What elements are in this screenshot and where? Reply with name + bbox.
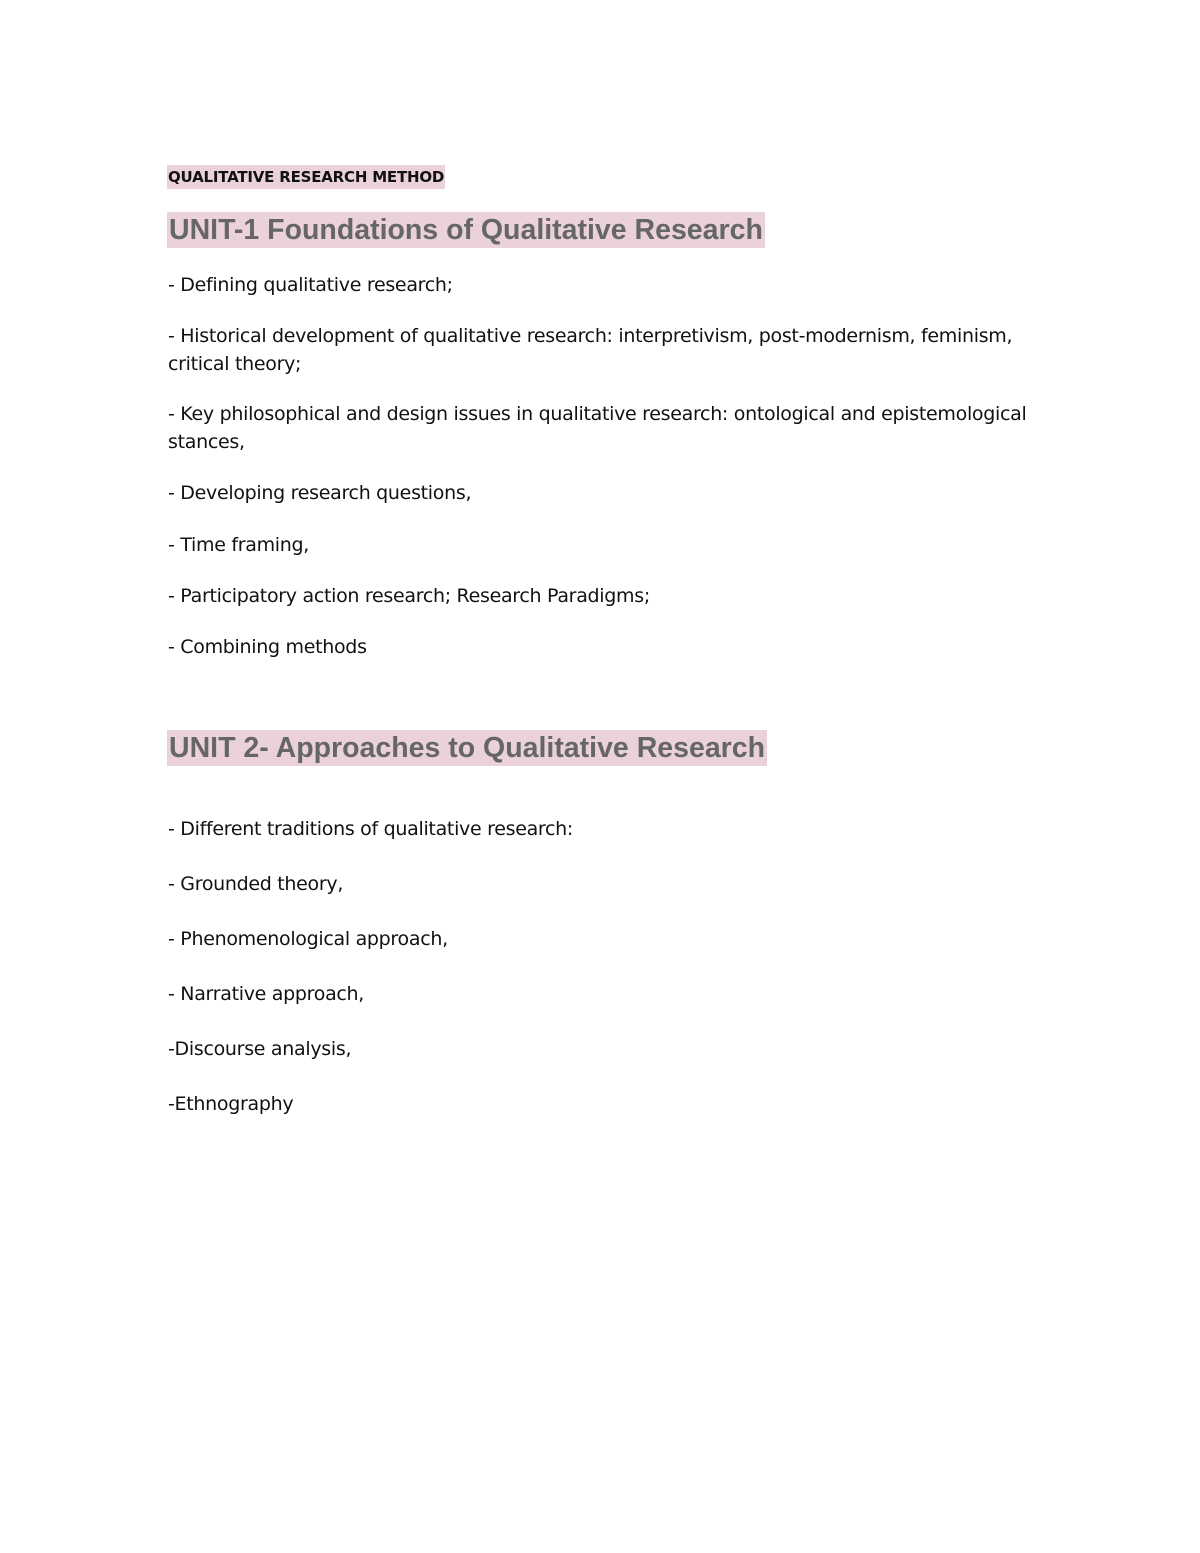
unit-1-item-philosophical-issues: - Key philosophical and design issues in qualitative research: ontological and epistemological stances,: [168, 403, 1027, 453]
unit-1-item-historical-development: - Historical development of qualitative research: interpretivism, post-modernism, feminism, critical theory;: [168, 325, 1013, 375]
unit-1-item-defining: - Defining qualitative research;: [168, 274, 453, 296]
unit-2-item-narrative: - Narrative approach,: [168, 983, 365, 1005]
unit-1-heading: UNIT-1 Foundations of Qualitative Research: [169, 214, 763, 246]
unit-2-item-phenomenological: - Phenomenological approach,: [168, 928, 448, 950]
unit-2-item-grounded-theory: - Grounded theory,: [168, 873, 344, 895]
unit-1-item-combining-methods: - Combining methods: [168, 636, 367, 658]
unit-2-item-discourse-analysis: -Discourse analysis,: [168, 1038, 352, 1060]
unit-2-item-traditions: - Different traditions of qualitative research:: [168, 818, 574, 840]
unit-2-heading: UNIT 2- Approaches to Qualitative Research: [169, 732, 766, 764]
unit-1-item-research-questions: - Developing research questions,: [168, 482, 472, 504]
document-title: QUALITATIVE RESEARCH METHOD: [167, 165, 445, 189]
unit-1-item-participatory-action: - Participatory action research; Research Paradigms;: [168, 585, 650, 607]
unit-1-item-time-framing: - Time framing,: [168, 534, 310, 556]
unit-2-item-ethnography: -Ethnography: [168, 1093, 294, 1115]
